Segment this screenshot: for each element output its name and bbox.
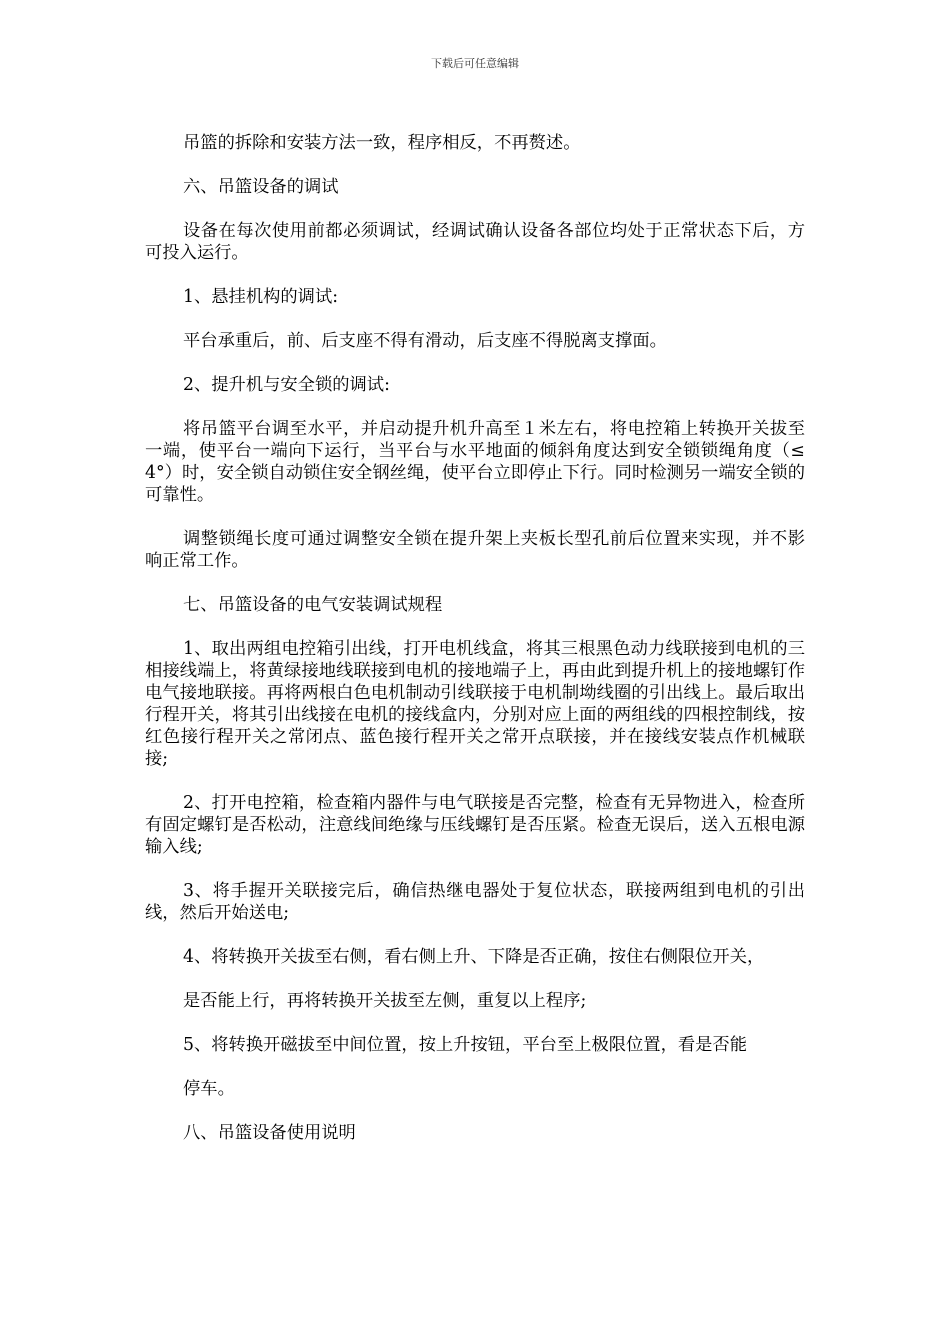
section-heading-7: 七、吊篮设备的电气安装调试规程 (183, 595, 443, 615)
paragraph-electrical-step-1: 1、取出两组电控箱引出线，打开电机线盒，将其三根黑色动力线联接到电机的三相接线端上，将黄绿接地线联接到电机的接地端子上，再由此到提升机上的接地螺钉作电气接地联接。再将两根白色电机制动引线联接于电机制坳线圈的引出线上。最后取出行程开关，将其引出线接在电机的接线盒内，分别对应上面的两组线的四根控制线，按红色接行程开关之常闭点、蓝色接行程开关之常开点联接，并在接线安装点作机械联接; (145, 639, 805, 769)
document-body (145, 132, 805, 1144)
subheading-suspension-debug: 1、悬挂机构的调试: (183, 287, 339, 307)
paragraph-debug-before-use: 设备在每次使用前都必须调试，经调试确认设备各部位均处于正常状态下后，方可投入运行。 (145, 221, 805, 263)
paragraph-electrical-step-3: 3、将手握开关联接完后，确信热继电器处于复位状态，联接两组到电机的引出线，然后开始送电; (145, 881, 805, 923)
paragraph-hoist-lock-procedure: 将吊篮平台调至水平，并启动提升机升高至１米左右，将电控箱上转换开关拔至一端，使平台一端向下运行，当平台与水平地面的倾斜角度达到安全锁锁绳角度（≤4°）时，安全锁自动锁住安全钢丝绳，使平台立即停止下行。同时检测另一端安全锁的可靠性。 (145, 419, 805, 505)
section-heading-8: 八、吊篮设备使用说明 (183, 1123, 356, 1143)
paragraph-rope-length-adjust: 调整锁绳长度可通过调整安全锁在提升架上夹板长型孔前后位置来实现，并不影响正常工作。 (145, 529, 805, 571)
paragraph-removal-note: 吊篮的拆除和安装方法一致，程序相反，不再赘述。 (183, 133, 581, 153)
paragraph-electrical-step-5-cont: 停车。 (183, 1079, 235, 1099)
paragraph-platform-load: 平台承重后，前、后支座不得有滑动，后支座不得脱离支撑面。 (183, 331, 667, 351)
paragraph-electrical-step-4: 4、将转换开关拔至右侧，看右侧上升、下降是否正确，按住右侧限位开关， (183, 947, 765, 967)
section-heading-6: 六、吊篮设备的调试 (183, 177, 339, 197)
paragraph-electrical-step-5: 5、将转换开磁拔至中间位置，按上升按钮，平台至上极限位置，看是否能 (183, 1035, 747, 1055)
paragraph-electrical-step-2: 2、打开电控箱，检查箱内器件与电气联接是否完整，检查有无异物进入，检查所有固定螺钉是否松动，注意线间绝缘与压线螺钉是否压紧。检查无误后，送入五根电源输入线; (145, 793, 805, 857)
subheading-hoist-lock-debug: 2、提升机与安全锁的调试: (183, 375, 390, 395)
paragraph-electrical-step-4-cont: 是否能上行，再将转换开关拔至左侧，重复以上程序; (183, 991, 587, 1011)
page-header: 下载后可任意编辑 (431, 57, 519, 70)
